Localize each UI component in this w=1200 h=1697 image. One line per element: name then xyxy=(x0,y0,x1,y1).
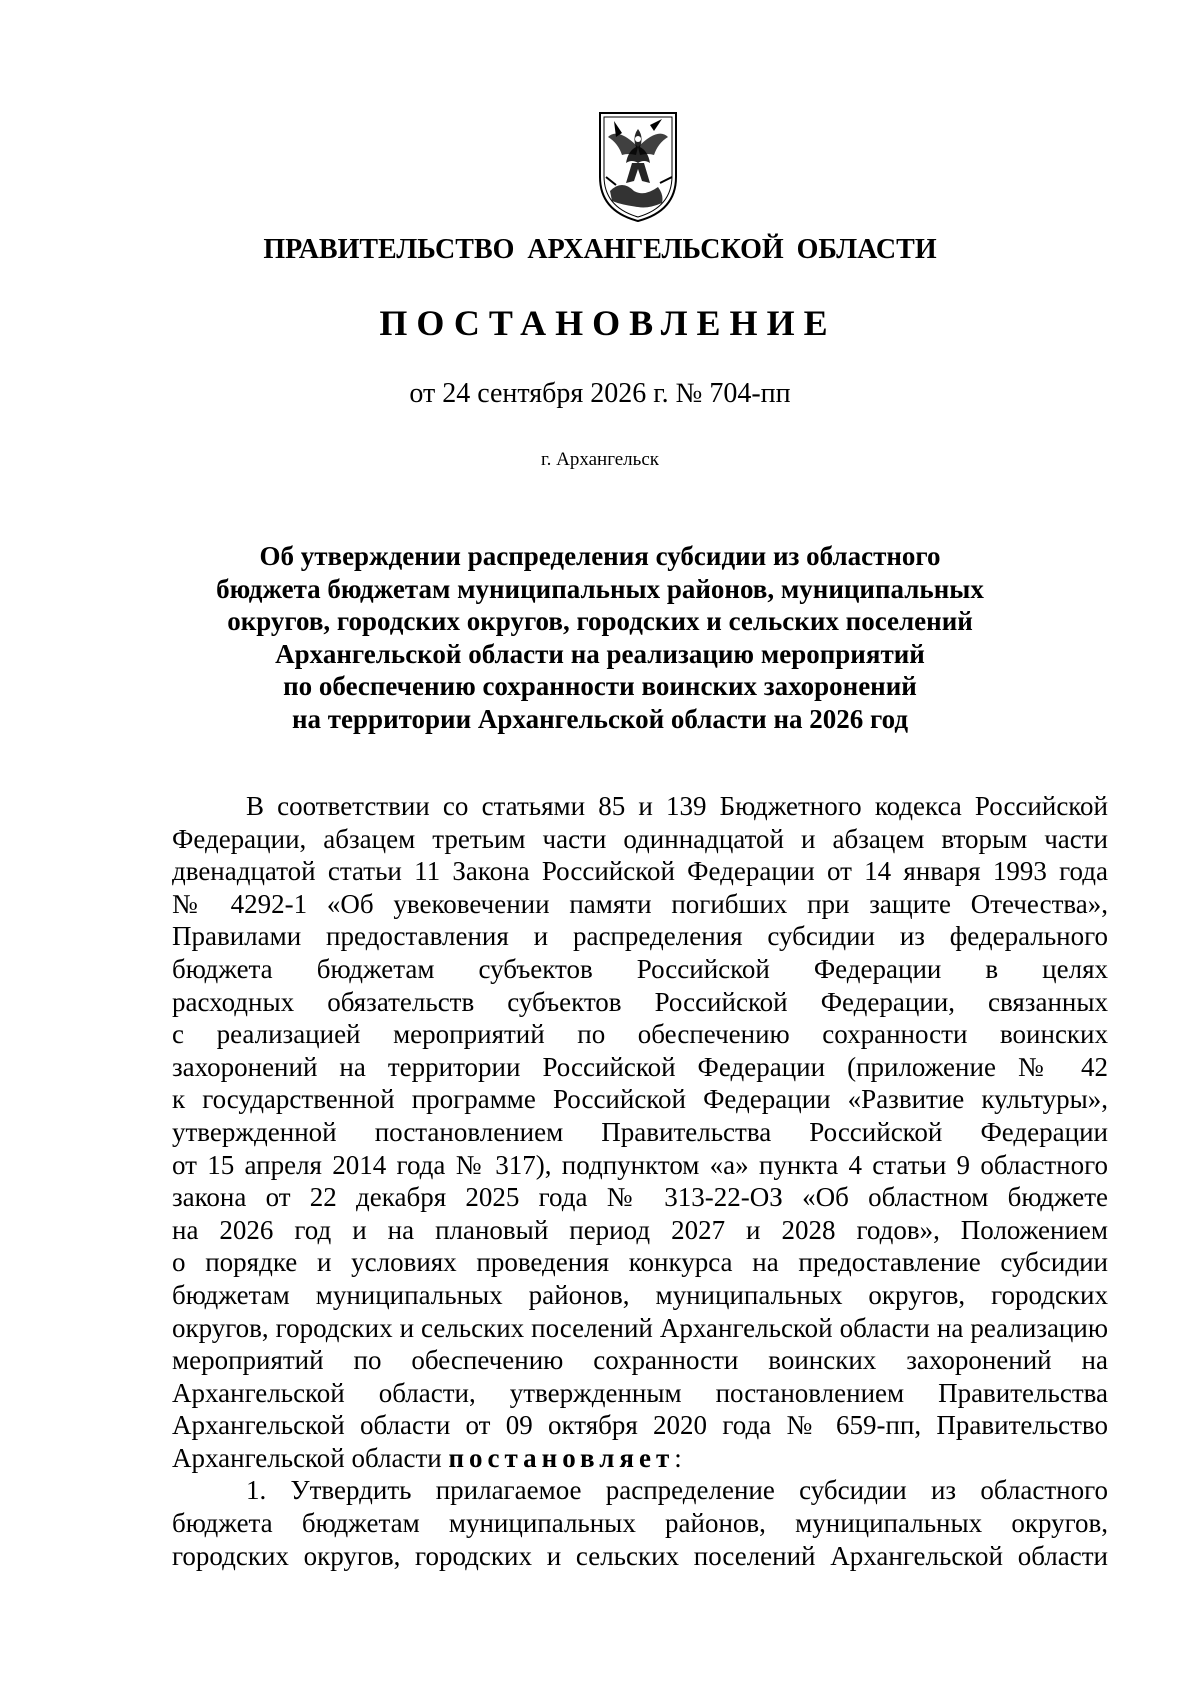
preamble-line: закона от 22 декабря 2025 года № 313-22-ОЗ «Об областном бюджете xyxy=(172,1182,1108,1213)
document-city: г. Архангельск xyxy=(540,449,659,470)
preamble-line: с реализацией мероприятий по обеспечению сохранности воинских xyxy=(172,1019,1108,1050)
title-line: Архангельской области на реализацию мероприятий xyxy=(275,638,925,669)
item-1-line: городских округов, городских и сельских поселений Архангельской области xyxy=(172,1540,1108,1571)
title-line: на территории Архангельской области на 2026 год xyxy=(291,703,908,734)
title-line: Об утверждении распределения субсидии из областного xyxy=(259,541,941,571)
preamble-line: Архангельской области от 09 октября 2020 года № 659-пп, Правительство xyxy=(172,1410,1108,1441)
document-title xyxy=(0,540,1200,735)
document-date-number: от 24 сентября 2026 г. № 704-пп xyxy=(409,378,791,409)
preamble-line: Архангельской области, утвержденным постановлением Правительства xyxy=(172,1377,1108,1408)
preamble-line: на 2026 год и на плановый период 2027 и 2028 годов», Положением xyxy=(172,1214,1108,1245)
preamble-final-line xyxy=(172,1442,1108,1475)
title-line: округов, городских округов, городских и сельских поселений xyxy=(227,606,973,636)
preamble-line: захоронений на территории Российской Федерации (приложение № 42 xyxy=(172,1051,1108,1082)
coat-of-arms-emblem xyxy=(592,107,684,225)
item-1-line: бюджета бюджетам муниципальных районов, муниципальных округов, xyxy=(172,1508,1108,1539)
government-name: ПРАВИТЕЛЬСТВО АРХАНГЕЛЬСКОЙ ОБЛАСТИ xyxy=(263,234,937,265)
preamble-line: Правилами предоставления и распределения субсидии из федерального xyxy=(172,921,1108,952)
preamble-line: о порядке и условиях проведения конкурса на предоставление субсидии xyxy=(172,1247,1108,1278)
preamble-line: к государственной программе Российской Федерации «Развитие культуры», xyxy=(172,1084,1108,1115)
preamble-line: бюджетам муниципальных районов, муниципальных округов, городских xyxy=(172,1279,1108,1310)
preamble-line: № 4292-1 «Об увековечении памяти погибших при защите Отечества», xyxy=(172,888,1108,919)
title-line: по обеспечению сохранности воинских захоронений xyxy=(283,671,917,701)
preamble-final-prefix: Архангельской области xyxy=(172,1442,449,1473)
title-line: бюджета бюджетам муниципальных районов, муниципальных xyxy=(216,573,984,604)
preamble-line: мероприятий по обеспечению сохранности воинских захоронений на xyxy=(172,1345,1108,1376)
preamble-line: утвержденной постановлением Правительства Российской Федерации xyxy=(172,1116,1108,1147)
preamble-line: В соответствии со статьями 85 и 139 Бюджетного кодекса Российской xyxy=(246,791,1108,821)
preamble-line: бюджета бюджетам субъектов Российской Федерации в целях xyxy=(172,953,1108,984)
preamble-final-suffix: : xyxy=(674,1442,682,1473)
preamble-line: округов, городских и сельских поселений Архангельской области на реализацию xyxy=(172,1312,1108,1343)
document-type: ПОСТАНОВЛЕНИЕ xyxy=(379,303,837,343)
item-1-line: 1. Утвердить прилагаемое распределение субсидии из областного xyxy=(246,1475,1108,1506)
preamble-line: Федерации, абзацем третьим части одиннадцатой и абзацем вторым части xyxy=(172,823,1108,854)
preamble-line: двенадцатой статьи 11 Закона Российской Федерации от 14 января 1993 года xyxy=(172,856,1108,887)
preamble-line: расходных обязательств субъектов Российской Федерации, связанных xyxy=(172,986,1108,1017)
preamble-line: от 15 апреля 2014 года № 317), подпунктом «а» пункта 4 статьи 9 областного xyxy=(172,1149,1108,1180)
document-body xyxy=(172,790,1108,1572)
resolves-keyword: постановляет xyxy=(448,1442,675,1473)
